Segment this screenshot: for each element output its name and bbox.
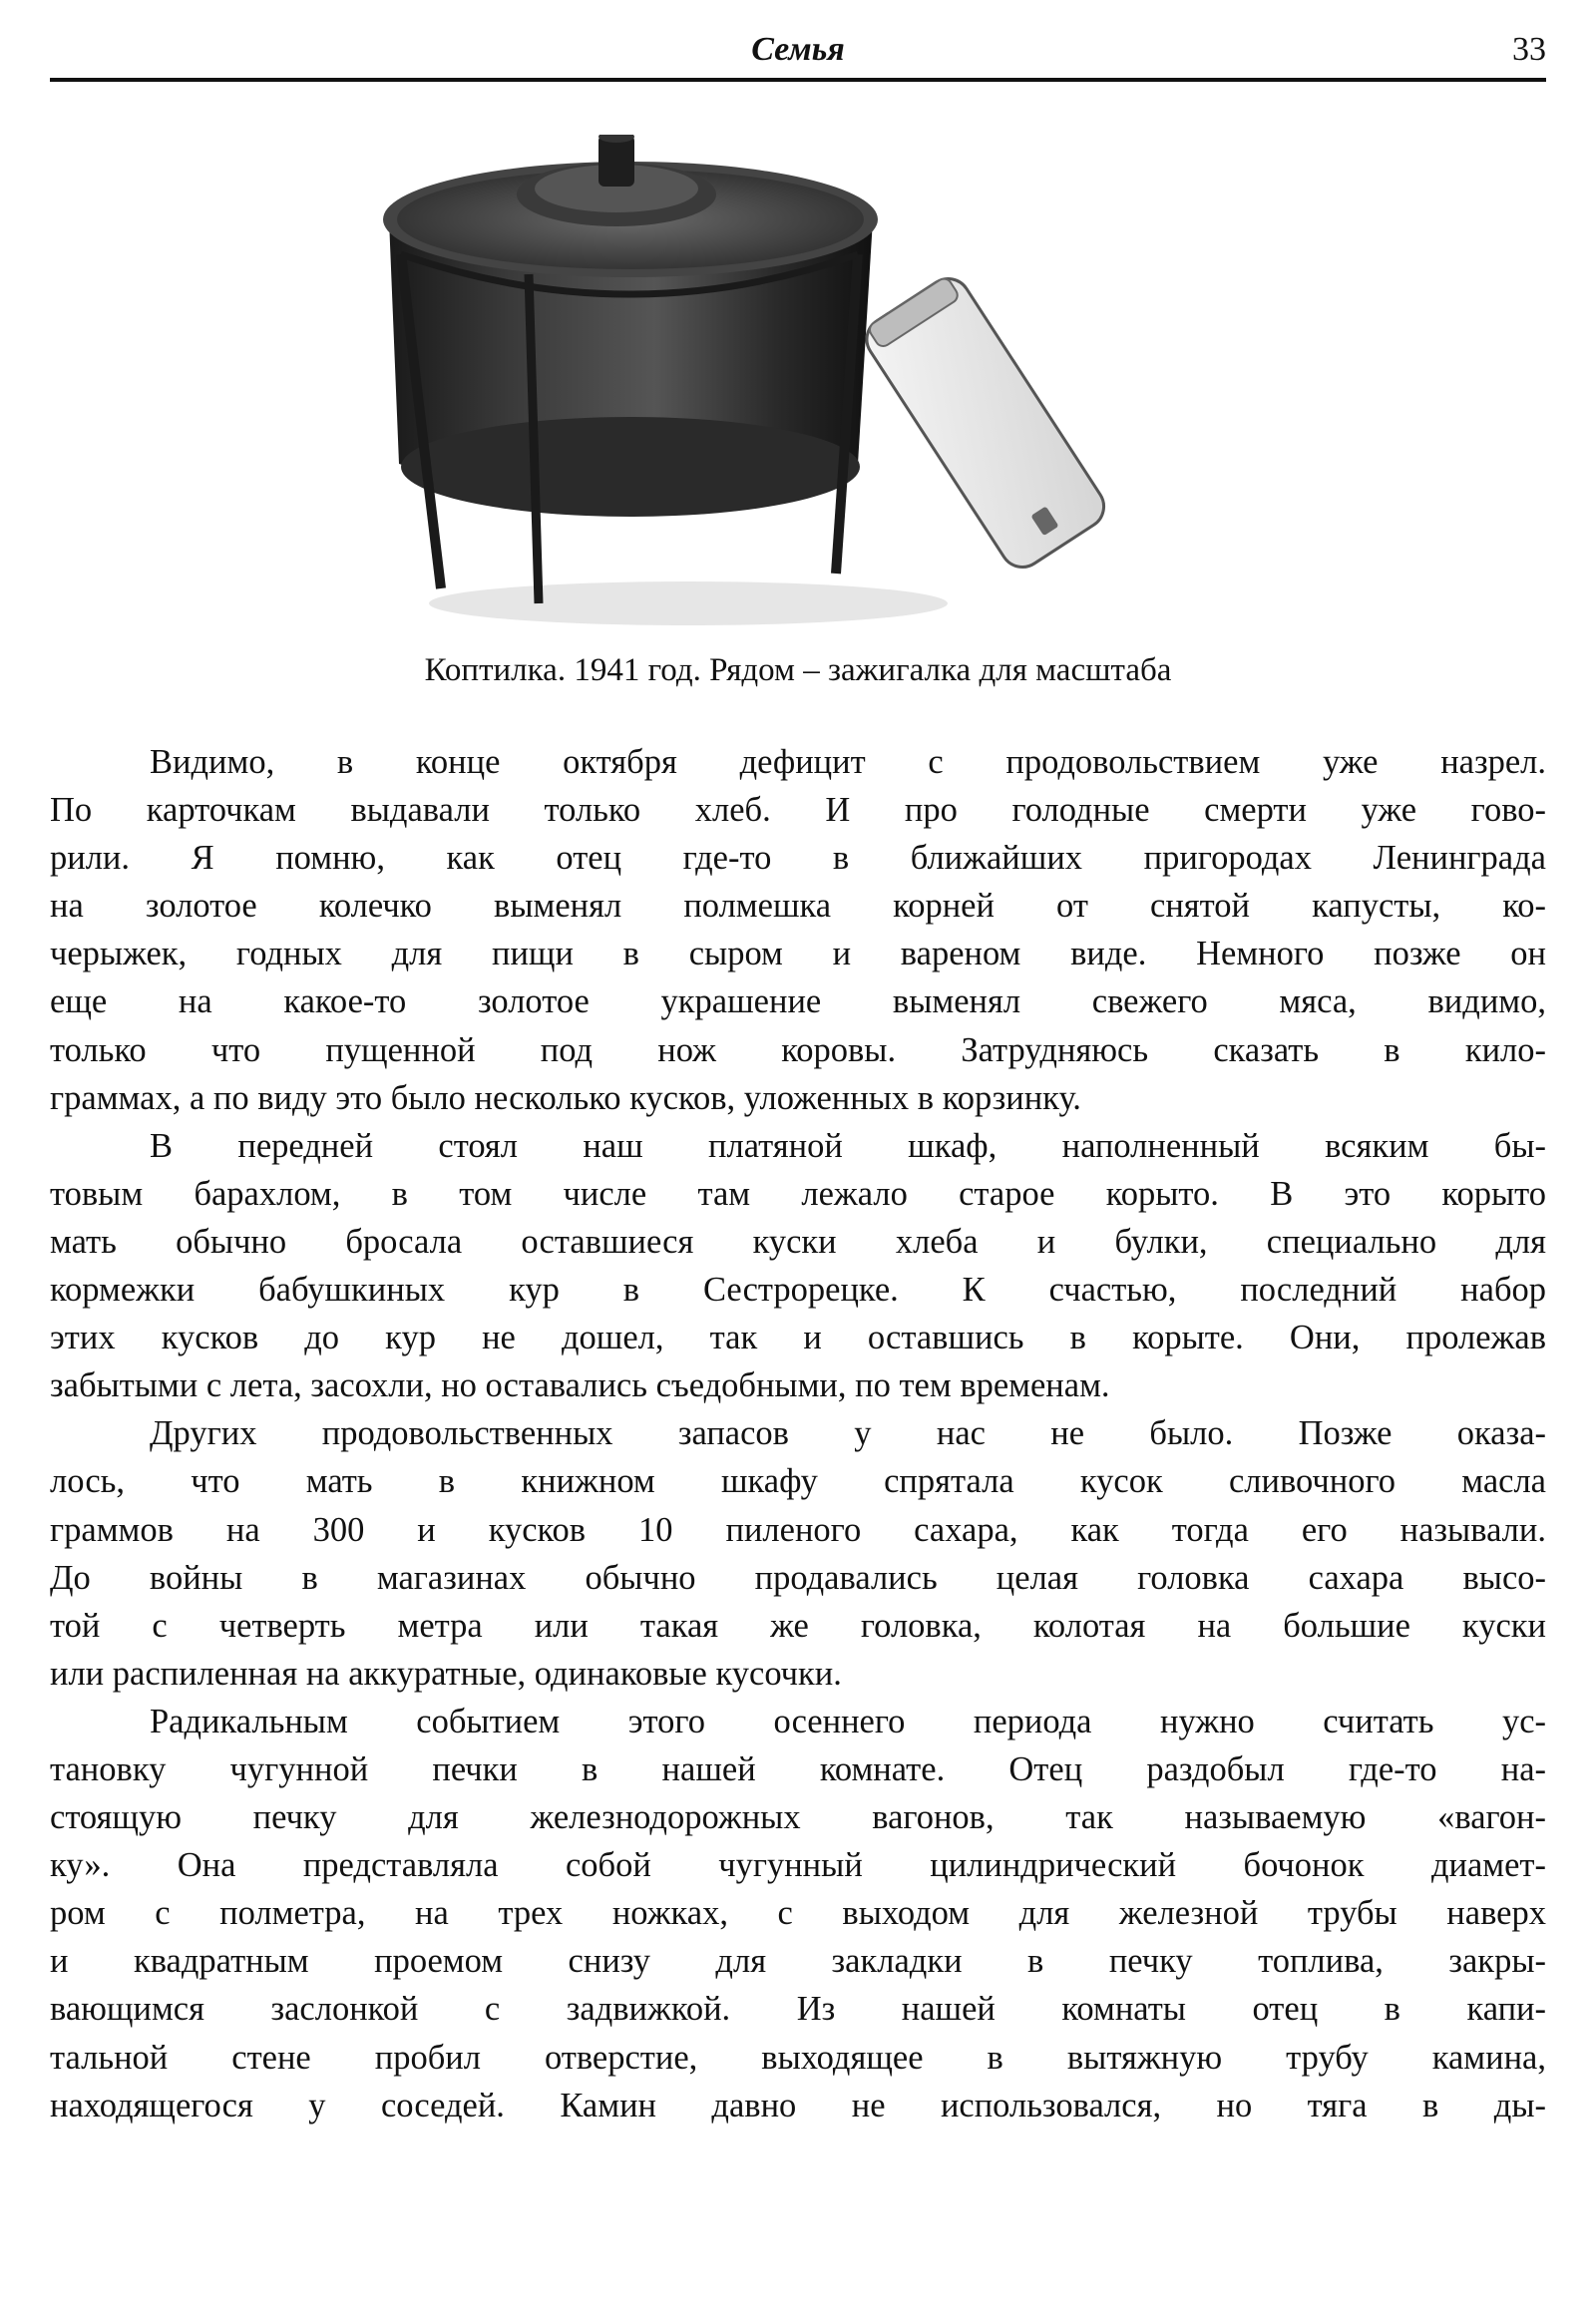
text-line: мать обычно бросала оставшиеся куски хлеба и булки, специально для [50,1222,1546,1261]
paragraph-1 [50,738,1546,1122]
text-line: ром с полметра, на трех ножках, с выходом для железной трубы наверх [50,1894,1546,1933]
text-line: на золотое колечко выменял полмешка корней от снятой капусты, ко- [50,887,1546,926]
text-line: граммах, а по виду это было несколько кусков, уложенных в корзинку. [50,1078,1081,1117]
text-line: Других продовольственных запасов у нас не было. Позже оказа- [150,1414,1546,1453]
text-line: или распиленная на аккуратные, одинаковые кусочки. [50,1654,842,1693]
text-line: находящегося у соседей. Камин давно не использовался, но тяга в ды- [50,2086,1546,2124]
text-line: забытыми с лета, засохли, но оставались съедобными, по тем временам. [50,1366,1110,1405]
text-line: и квадратным проемом снизу для закладки в печку топлива, закры- [50,1942,1546,1981]
smoke-lamp-photo [359,135,1167,643]
text-line: Видимо, в конце октября дефицит с продовольствием уже назрел. [150,743,1546,781]
text-line: стоящую печку для железнодорожных вагонов, так называемую «вагон- [50,1798,1546,1837]
text-line: тановку чугунной печки в нашей комнате. Отец раздобыл где-то на- [50,1749,1546,1788]
text-line: черыжек, годных для пищи в сыром и вареном виде. Немного позже он [50,935,1546,973]
body-text [50,738,1546,2129]
text-line: кормежки бабушкиных кур в Сестрорецке. К счастью, последний набор [50,1271,1546,1310]
running-title: Семья [751,31,845,68]
figure-caption: Коптилка. 1941 год. Рядом – зажигалка для масштаба [424,652,1172,688]
text-line: вающимся заслонкой с задвижкой. Из нашей комнаты отец в капи- [50,1990,1546,2029]
text-line: товым барахлом, в том числе там лежало старое корыто. В это корыто [50,1174,1546,1213]
page-header [50,28,1546,88]
text-line: Радикальным событием этого осеннего периода нужно считать ус- [150,1702,1546,1740]
header-rule [50,78,1546,82]
text-line: рили. Я помню, как отец где-то в ближайших пригородах Ленинграда [50,839,1546,878]
text-line: До войны в магазинах обычно продавались целая головка сахара высо- [50,1558,1546,1597]
text-line: граммов на 300 и кусков 10 пиленого сахара, как тогда его называли. [50,1510,1546,1549]
text-line: тальной стене пробил отверстие, выходящее в вытяжную трубу камина, [50,2038,1546,2077]
text-line: только что пущенной под нож коровы. Затрудняюсь сказать в кило- [50,1030,1546,1069]
text-line: этих кусков до кур не дошел, так и оставшись в корыте. Они, пролежав [50,1319,1546,1357]
paragraph-3 [50,1409,1546,1698]
text-line: еще на какое-то золотое украшение выменял свежего мяса, видимо, [50,982,1546,1021]
text-line: По карточкам выдавали только хлеб. И про голодные смерти уже гово- [50,791,1546,830]
text-line: ку». Она представляла собой чугунный цилиндрический бочонок диамет- [50,1846,1546,1885]
paragraph-2 [50,1122,1546,1410]
text-line: той с четверть метра или такая же головка, колотая на большие куски [50,1606,1546,1645]
paragraph-4 [50,1698,1546,2129]
page-number: 33 [1512,31,1546,68]
text-line: лось, что мать в книжном шкафу спрятала кусок сливочного масла [50,1462,1546,1501]
text-line: В передней стоял наш платяной шкаф, наполненный всяким бы- [150,1126,1546,1165]
